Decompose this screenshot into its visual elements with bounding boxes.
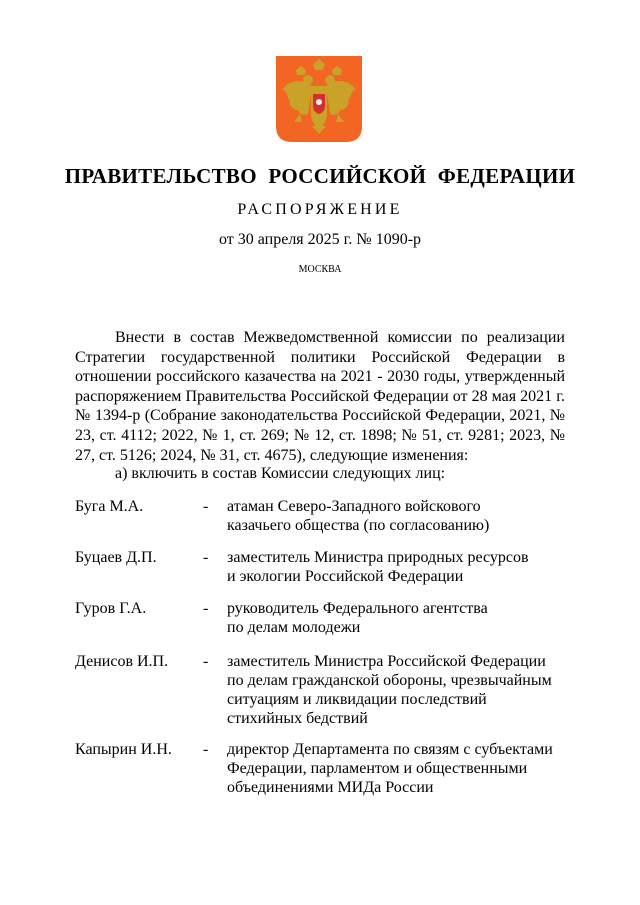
document-type: РАСПОРЯЖЕНИЕ bbox=[237, 201, 403, 218]
main-paragraph: Внести в состав Межведомственной комиссии по реализации Стратегии государственной политики Российской Федерации в отношении российского казачества на 2021 - 2030 годы, утвержденный распоряжением Правительства Российской Федерации от 28 мая 2021 г. № 1394-р (Собрание законодательства Российской Федерации, 2021, № 23, ст. 4112; 2022, № 1, ст. 269; № 12, ст. 1898; № 51, ст. 9281; 2023, № 27, ст. 5126; 2024, № 31, ст. 4675), следующие изменения: bbox=[75, 329, 565, 464]
person-name: Денисов И.П. bbox=[75, 653, 169, 670]
person-dash: - bbox=[203, 600, 209, 617]
person-position: руководитель Федерального агентства по делам молодежи bbox=[227, 600, 488, 636]
document-body bbox=[75, 328, 565, 465]
subitem-a: а) включить в состав Комиссии следующих лиц: bbox=[115, 465, 446, 482]
person-position: директор Департамента по связям с субъектами Федерации, парламентом и общественными объединениями МИДа России bbox=[227, 741, 553, 796]
person-dash: - bbox=[203, 498, 209, 515]
person-name: Буцаев Д.П. bbox=[75, 549, 157, 566]
coat-of-arms-icon bbox=[276, 56, 362, 142]
government-title: ПРАВИТЕЛЬСТВО РОССИЙСКОЙ ФЕДЕРАЦИИ bbox=[64, 164, 576, 188]
person-dash: - bbox=[203, 741, 209, 758]
person-dash: - bbox=[203, 653, 209, 670]
person-name: Гуров Г.А. bbox=[75, 600, 147, 617]
person-name: Капырин И.Н. bbox=[75, 741, 172, 758]
person-position: заместитель Министра природных ресурсов и экологии Российской Федерации bbox=[227, 549, 529, 585]
person-name: Буга М.А. bbox=[75, 498, 144, 515]
document-date-number: от 30 апреля 2025 г. № 1090-р bbox=[218, 231, 422, 248]
person-dash: - bbox=[203, 549, 209, 566]
person-position: атаман Северо-Западного войскового казачьего общества (по согласованию) bbox=[227, 498, 490, 534]
document-city: МОСКВА bbox=[298, 264, 342, 275]
person-position: заместитель Министра Российской Федерации по делам гражданской обороны, чрезвычайным ситуациям и ликвидации последствий стихийных бедствий bbox=[227, 653, 552, 727]
